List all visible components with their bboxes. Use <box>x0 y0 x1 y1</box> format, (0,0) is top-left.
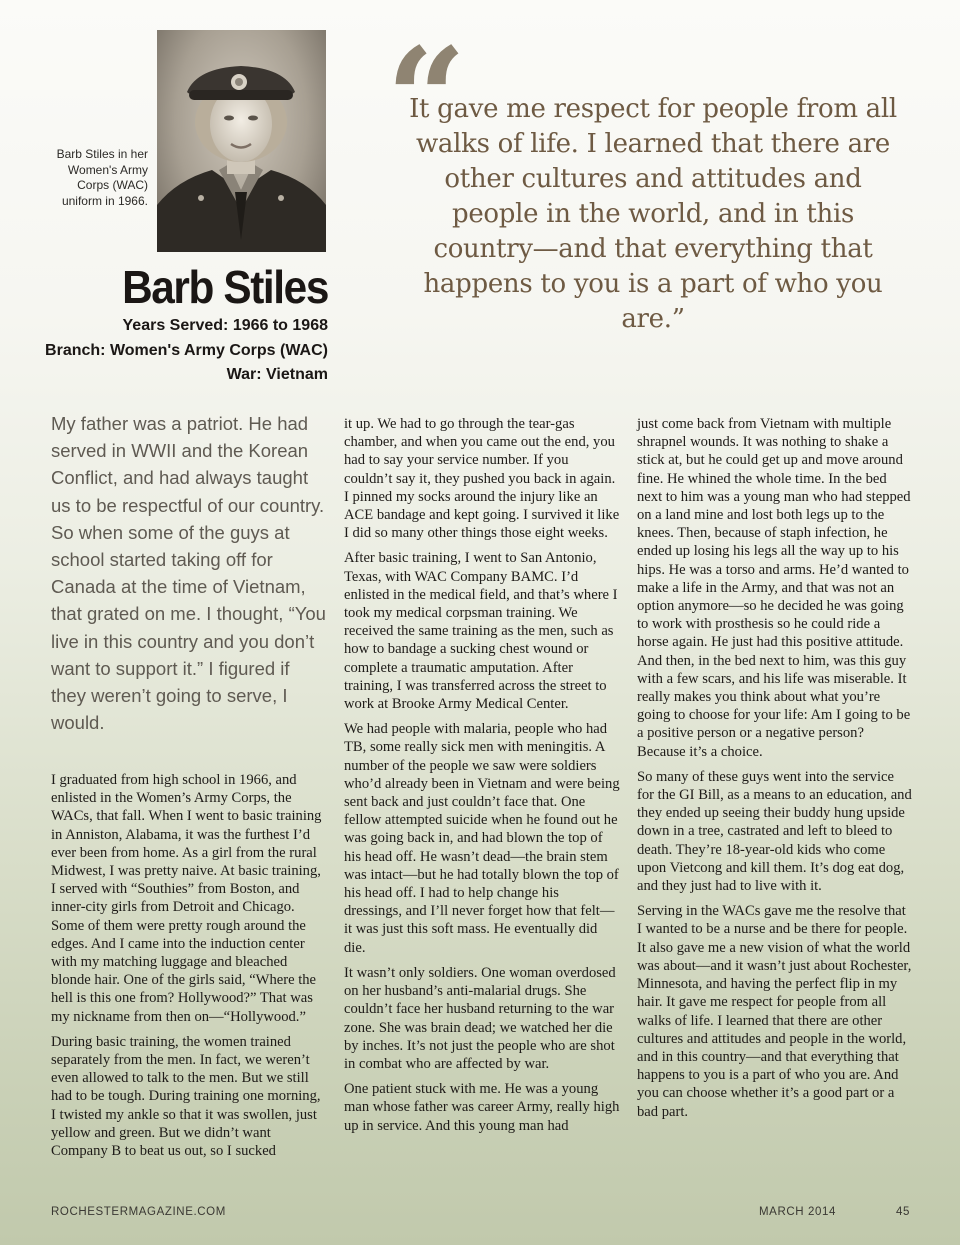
paragraph: One patient stuck with me. He was a young man whose father was career Army, really high up in service. And this young man had <box>344 1081 620 1134</box>
photo-caption: Barb Stiles in her Women's Army Corps (WAC) uniform in 1966. <box>56 147 148 208</box>
portrait-photo <box>157 30 326 252</box>
paragraph: I graduated from high school in 1966, and enlisted in the Women’s Army Corps, the WACs, that fall. When I went to basic training in Anniston, Alabama, it was the furthest I’d ever been from home. As a girl from the rural Midwest, I was pretty naive. At basic training, I served with “Southies” from Boston, and inner-city girls from Detroit and Chicago. Some of them were pretty rough around the edges. And I came into the induction center with my matching luggage and bleached blonde hair. One of the girls said, “Where the hell is this one from? Hollywood?” That was my nickname from then on—“Hollywood.” <box>51 772 322 1025</box>
page-number: 45 <box>896 1206 910 1218</box>
years-served: Years Served: 1966 to 1968 <box>122 317 328 334</box>
paragraph: We had people with malaria, people who had TB, some really sick men with meningitis. A number of the people we saw were soldiers who’d already been in Vietnam and were being sent back and just couldn’t face that. One fellow attempted suicide when he found out he was going back in, and had blown the top of his head off. He wasn’t dead—the brain stem was intact—but he had totally blown the top of his head off. I had to help change his dressings, and I’ll never forget how that felt—it was just this soft mass. He eventually did die. <box>344 721 620 956</box>
subject-name: Barb Stiles <box>122 261 328 313</box>
intro-paragraph: My father was a patriot. He had served in WWII and the Korean Conflict, and had always taught us to be respectful of our country. So when some of the guys at school started taking off for Canada at the time of Vietnam, that grated on me. I thought, “You live in this country and you don’t want to support it.” I figured if they weren’t going to serve, I would. <box>51 413 326 734</box>
footer-issue: MARCH 2014 <box>759 1206 836 1218</box>
paragraph: Serving in the WACs gave me the resolve that I wanted to be a nurse and be there for people. It also gave me a new vision of what the world was about—and it wasn’t just about Rochester, Minnesota, and having the perfect flip in my hair. It gave me respect for people from all walks of life. I learned that there are other cultures and attitudes and people in the world, and in this country—and that everything that happens to you is a part of who you are. And you can choose whether it’s a good part or a bad part. <box>637 903 912 1120</box>
quote-mark-icon: “ <box>386 18 467 182</box>
paragraph: just come back from Vietnam with multiple shrapnel wounds. It was nothing to shake a stick at, but he could get up and move around fine. He whined the whole time. In the bed next to him was a young man who had stepped on a land mine and lost both legs up to the knees. Then, because of staph infection, he ended up losing his legs all the way up to his hips. He was a torso and arms. He’d wanted to make a life in the Army, and that was not an option anymore—so he decided he was going to work with prosthesis so he could ride a horse again. He just had this positive attitude. And then, in the bed next to him, was this guy with a few scars, and his life was miserable. It really makes you think about what you’re going to choose for your life: Am I going to be a positive person or a negative person? Because it’s a choice. <box>637 416 911 760</box>
body-column-3 <box>637 415 913 1128</box>
footer-site: ROCHESTERMAGAZINE.COM <box>51 1206 226 1218</box>
paragraph: it up. We had to go through the tear-gas chamber, and when you came out the end, you had to say your service number. If you couldn’t say it, they pushed you back in again. I pinned my socks around the injury like an ACE bandage and kept going. I survived it like I did so many other things those eight weeks. <box>344 416 620 542</box>
paragraph: After basic training, I went to San Antonio, Texas, with WAC Company BAMC. I’d enlisted in the medical field, and that’s where I took my medical corpsman training. We received the same training as the men, such as how to bandage a sucking chest wound or complete a traumatic amputation. After training, I was transferred across the street to work at Brooke Army Medical Center. <box>344 550 618 713</box>
body-column-1 <box>51 771 327 1167</box>
war: War: Vietnam <box>226 366 328 383</box>
paragraph: So many of these guys went into the service for the GI Bill, as a means to an education, and they ended up seeing their buddy hung upside down in a tree, castrated and left to bleed to death. They’re 18-year-old kids who come upon Vietcong and kill them. It’s dog eat dog, and they just had to live with it. <box>637 768 912 895</box>
paragraph: It wasn’t only soldiers. One woman overdosed on her husband’s anti-malarial drugs. She couldn’t face her husband returning to the war zone. She was brain dead; we watched her die by inches. It’s not just the people who are shot in combat who are affected by war. <box>344 964 616 1072</box>
branch: Branch: Women's Army Corps (WAC) <box>45 342 328 359</box>
body-column-2 <box>344 415 620 1142</box>
paragraph: During basic training, the women trained separately from the men. In fact, we weren’t even allowed to talk to the men. But we still had to be tough. During training one morning, I twisted my ankle so that it was swollen, just yellow and green. But we didn’t want Company B to beat us out, so I sucked <box>51 1033 321 1160</box>
pull-quote: It gave me respect for people from all walks of life. I learned that there are other cultures and attitudes and people in the world, and in this country—and that everything that happens to you is a part of who you are.” <box>409 94 897 334</box>
